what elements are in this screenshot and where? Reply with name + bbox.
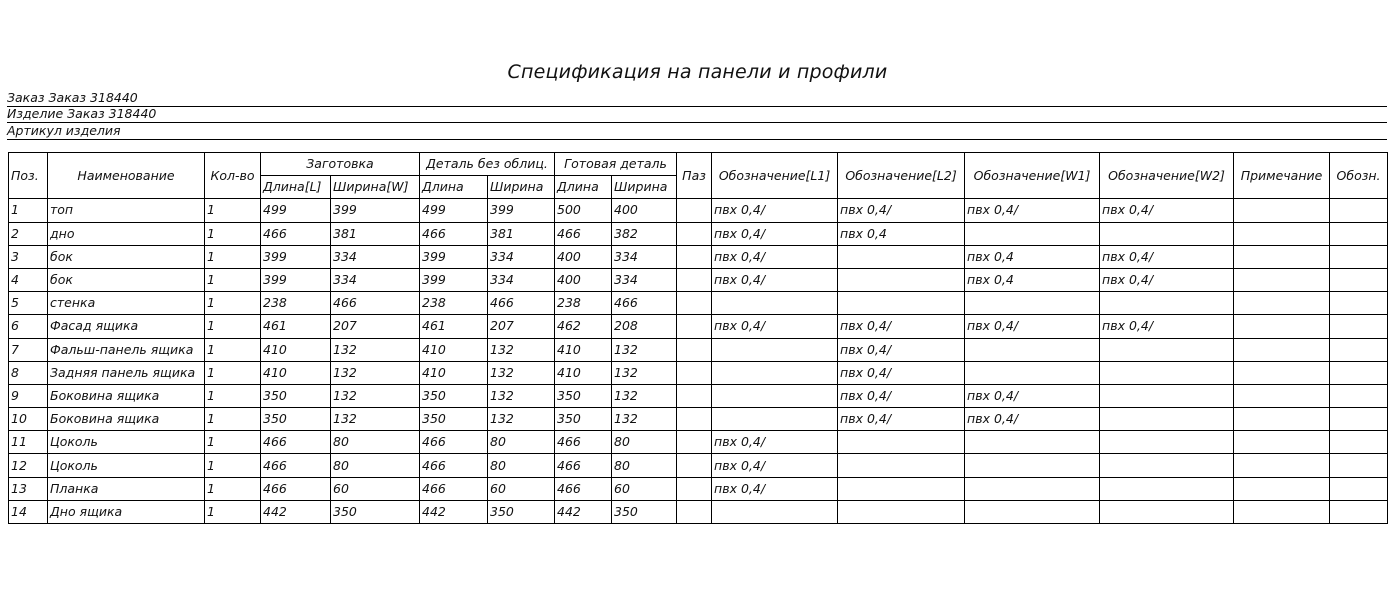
cell-edge-w1: пвх 0,4/ — [965, 384, 1100, 407]
cell-name: Задняя панель ящика — [48, 361, 205, 384]
header-qty: Кол-во — [205, 153, 261, 199]
table-row — [9, 431, 1388, 454]
cell-pos: 12 — [9, 454, 48, 477]
cell-edge-l1: пвх 0,4/ — [712, 315, 838, 338]
spec-table — [8, 152, 1388, 524]
cell-detail-length: 410 — [420, 361, 488, 384]
cell-designation — [1330, 268, 1388, 291]
cell-designation — [1330, 245, 1388, 268]
cell-note — [1234, 500, 1330, 523]
cell-edge-l1: пвх 0,4/ — [712, 199, 838, 222]
header-detail-width: Ширина — [488, 176, 555, 199]
cell-finished-length: 466 — [555, 222, 612, 245]
cell-edge-w2 — [1100, 292, 1234, 315]
cell-qty: 1 — [205, 199, 261, 222]
cell-blank-width: 334 — [331, 245, 420, 268]
cell-detail-length: 499 — [420, 199, 488, 222]
table-row — [9, 222, 1388, 245]
meta-order — [7, 90, 1387, 107]
cell-detail-length: 350 — [420, 408, 488, 431]
cell-edge-l2: пвх 0,4/ — [838, 384, 965, 407]
cell-note — [1234, 338, 1330, 361]
header-edge-l1: Обозначение[L1] — [712, 153, 838, 199]
header-edge-w1: Обозначение[W1] — [965, 153, 1100, 199]
cell-blank-length: 466 — [261, 454, 331, 477]
header-edge-w2: Обозначение[W2] — [1100, 153, 1234, 199]
cell-paz — [677, 431, 712, 454]
cell-pos: 14 — [9, 500, 48, 523]
cell-finished-width: 132 — [612, 408, 677, 431]
cell-detail-width: 207 — [488, 315, 555, 338]
meta-article — [7, 123, 1387, 140]
cell-designation — [1330, 222, 1388, 245]
cell-pos: 2 — [9, 222, 48, 245]
cell-paz — [677, 315, 712, 338]
cell-blank-width: 334 — [331, 268, 420, 291]
cell-edge-l1: пвх 0,4/ — [712, 431, 838, 454]
cell-name: Боковина ящика — [48, 384, 205, 407]
cell-blank-length: 466 — [261, 477, 331, 500]
cell-blank-length: 466 — [261, 222, 331, 245]
cell-edge-w1 — [965, 361, 1100, 384]
cell-paz — [677, 454, 712, 477]
cell-note — [1234, 408, 1330, 431]
cell-finished-width: 208 — [612, 315, 677, 338]
cell-detail-length: 466 — [420, 222, 488, 245]
cell-blank-length: 466 — [261, 431, 331, 454]
header-finished-length: Длина — [555, 176, 612, 199]
cell-qty: 1 — [205, 292, 261, 315]
cell-qty: 1 — [205, 454, 261, 477]
cell-finished-width: 132 — [612, 384, 677, 407]
cell-finished-width: 334 — [612, 245, 677, 268]
cell-edge-l1: пвх 0,4/ — [712, 222, 838, 245]
cell-edge-w2: пвх 0,4/ — [1100, 199, 1234, 222]
cell-edge-w2: пвх 0,4/ — [1100, 245, 1234, 268]
cell-blank-length: 399 — [261, 245, 331, 268]
table-row — [9, 408, 1388, 431]
cell-detail-length: 238 — [420, 292, 488, 315]
cell-finished-length: 442 — [555, 500, 612, 523]
cell-finished-length: 466 — [555, 431, 612, 454]
cell-designation — [1330, 199, 1388, 222]
cell-qty: 1 — [205, 245, 261, 268]
cell-finished-length: 238 — [555, 292, 612, 315]
header-blank-length: Длина[L] — [261, 176, 331, 199]
cell-edge-l2: пвх 0,4/ — [838, 338, 965, 361]
cell-detail-width: 334 — [488, 245, 555, 268]
cell-qty: 1 — [205, 315, 261, 338]
cell-paz — [677, 222, 712, 245]
cell-edge-l1 — [712, 384, 838, 407]
header-edge-l2: Обозначение[L2] — [838, 153, 965, 199]
cell-note — [1234, 222, 1330, 245]
cell-note — [1234, 454, 1330, 477]
cell-detail-width: 132 — [488, 361, 555, 384]
cell-note — [1234, 384, 1330, 407]
cell-name: стенка — [48, 292, 205, 315]
cell-edge-l2: пвх 0,4/ — [838, 315, 965, 338]
cell-blank-width: 399 — [331, 199, 420, 222]
cell-edge-w1: пвх 0,4/ — [965, 199, 1100, 222]
cell-paz — [677, 199, 712, 222]
meta-article-label: Артикул изделия — [7, 123, 121, 138]
cell-qty: 1 — [205, 408, 261, 431]
cell-edge-l1: пвх 0,4/ — [712, 477, 838, 500]
cell-edge-w1: пвх 0,4 — [965, 245, 1100, 268]
cell-note — [1234, 199, 1330, 222]
cell-edge-w2 — [1100, 338, 1234, 361]
cell-blank-width: 350 — [331, 500, 420, 523]
table-row — [9, 315, 1388, 338]
cell-edge-w1: пвх 0,4/ — [965, 408, 1100, 431]
cell-edge-l1 — [712, 408, 838, 431]
cell-edge-l2 — [838, 268, 965, 291]
meta-order-label: Заказ — [7, 90, 45, 105]
document-title: Спецификация на панели и профили — [507, 61, 888, 83]
cell-detail-length: 442 — [420, 500, 488, 523]
cell-paz — [677, 408, 712, 431]
cell-blank-width: 132 — [331, 361, 420, 384]
cell-paz — [677, 338, 712, 361]
cell-edge-l1 — [712, 338, 838, 361]
cell-pos: 13 — [9, 477, 48, 500]
cell-pos: 6 — [9, 315, 48, 338]
meta-product-value: Заказ 318440 — [67, 106, 157, 121]
cell-finished-width: 132 — [612, 338, 677, 361]
cell-edge-l2: пвх 0,4/ — [838, 199, 965, 222]
cell-paz — [677, 477, 712, 500]
cell-paz — [677, 500, 712, 523]
table-row — [9, 384, 1388, 407]
cell-blank-width: 132 — [331, 408, 420, 431]
cell-qty: 1 — [205, 500, 261, 523]
cell-detail-width: 80 — [488, 454, 555, 477]
table-row — [9, 245, 1388, 268]
cell-finished-length: 400 — [555, 268, 612, 291]
cell-qty: 1 — [205, 361, 261, 384]
cell-designation — [1330, 384, 1388, 407]
cell-blank-length: 499 — [261, 199, 331, 222]
cell-detail-length: 399 — [420, 268, 488, 291]
cell-edge-w1 — [965, 338, 1100, 361]
cell-name: Фальш-панель ящика — [48, 338, 205, 361]
meta-product — [7, 106, 1387, 123]
cell-finished-length: 466 — [555, 454, 612, 477]
header-blank-width: Ширина[W] — [331, 176, 420, 199]
table-row — [9, 199, 1388, 222]
cell-qty: 1 — [205, 431, 261, 454]
cell-blank-width: 132 — [331, 384, 420, 407]
cell-blank-length: 410 — [261, 338, 331, 361]
cell-blank-width: 60 — [331, 477, 420, 500]
cell-finished-length: 410 — [555, 361, 612, 384]
cell-edge-w2 — [1100, 500, 1234, 523]
cell-pos: 8 — [9, 361, 48, 384]
cell-edge-l1: пвх 0,4/ — [712, 454, 838, 477]
cell-edge-l1: пвх 0,4/ — [712, 268, 838, 291]
spec-table-body — [9, 199, 1388, 524]
cell-note — [1234, 292, 1330, 315]
meta-order-value: Заказ 318440 — [48, 90, 138, 105]
cell-edge-l2: пвх 0,4/ — [838, 408, 965, 431]
cell-name: бок — [48, 268, 205, 291]
cell-blank-length: 442 — [261, 500, 331, 523]
cell-detail-length: 461 — [420, 315, 488, 338]
cell-detail-width: 80 — [488, 431, 555, 454]
cell-note — [1234, 431, 1330, 454]
cell-qty: 1 — [205, 338, 261, 361]
cell-edge-l2 — [838, 454, 965, 477]
cell-paz — [677, 292, 712, 315]
cell-edge-w2: пвх 0,4/ — [1100, 268, 1234, 291]
cell-edge-w1 — [965, 222, 1100, 245]
cell-detail-length: 466 — [420, 431, 488, 454]
cell-name: Цоколь — [48, 454, 205, 477]
cell-edge-w2 — [1100, 408, 1234, 431]
cell-qty: 1 — [205, 222, 261, 245]
header-designation: Обозн. — [1330, 153, 1388, 199]
cell-edge-w1 — [965, 477, 1100, 500]
cell-blank-width: 381 — [331, 222, 420, 245]
cell-finished-length: 350 — [555, 384, 612, 407]
table-row — [9, 454, 1388, 477]
table-row — [9, 500, 1388, 523]
cell-name: Дно ящика — [48, 500, 205, 523]
cell-pos: 5 — [9, 292, 48, 315]
cell-blank-length: 350 — [261, 384, 331, 407]
cell-blank-length: 461 — [261, 315, 331, 338]
cell-designation — [1330, 431, 1388, 454]
cell-edge-l2 — [838, 477, 965, 500]
cell-name: Планка — [48, 477, 205, 500]
cell-edge-l2 — [838, 431, 965, 454]
cell-edge-l1 — [712, 500, 838, 523]
cell-qty: 1 — [205, 268, 261, 291]
cell-detail-width: 60 — [488, 477, 555, 500]
cell-finished-width: 80 — [612, 454, 677, 477]
cell-blank-width: 80 — [331, 454, 420, 477]
cell-detail-length: 399 — [420, 245, 488, 268]
table-row — [9, 477, 1388, 500]
cell-finished-width: 466 — [612, 292, 677, 315]
header-detail-length: Длина — [420, 176, 488, 199]
cell-pos: 1 — [9, 199, 48, 222]
cell-note — [1234, 268, 1330, 291]
header-note: Примечание — [1234, 153, 1330, 199]
cell-detail-width: 399 — [488, 199, 555, 222]
cell-note — [1234, 477, 1330, 500]
cell-edge-w2 — [1100, 454, 1234, 477]
cell-designation — [1330, 477, 1388, 500]
cell-paz — [677, 245, 712, 268]
cell-edge-w1 — [965, 500, 1100, 523]
cell-finished-width: 350 — [612, 500, 677, 523]
cell-detail-length: 466 — [420, 454, 488, 477]
cell-pos: 9 — [9, 384, 48, 407]
cell-edge-w1: пвх 0,4/ — [965, 315, 1100, 338]
cell-finished-width: 382 — [612, 222, 677, 245]
cell-finished-length: 410 — [555, 338, 612, 361]
cell-blank-length: 399 — [261, 268, 331, 291]
cell-edge-w2 — [1100, 431, 1234, 454]
cell-finished-width: 334 — [612, 268, 677, 291]
cell-designation — [1330, 454, 1388, 477]
cell-detail-length: 410 — [420, 338, 488, 361]
cell-finished-length: 500 — [555, 199, 612, 222]
cell-finished-length: 350 — [555, 408, 612, 431]
cell-finished-length: 400 — [555, 245, 612, 268]
table-row — [9, 338, 1388, 361]
cell-edge-l1 — [712, 361, 838, 384]
cell-name: Фасад ящика — [48, 315, 205, 338]
table-row — [9, 292, 1388, 315]
cell-finished-width: 400 — [612, 199, 677, 222]
cell-note — [1234, 361, 1330, 384]
cell-edge-l2 — [838, 292, 965, 315]
cell-edge-w1: пвх 0,4 — [965, 268, 1100, 291]
cell-pos: 7 — [9, 338, 48, 361]
cell-edge-w1 — [965, 431, 1100, 454]
cell-designation — [1330, 338, 1388, 361]
cell-name: топ — [48, 199, 205, 222]
cell-detail-width: 350 — [488, 500, 555, 523]
cell-pos: 10 — [9, 408, 48, 431]
cell-finished-width: 80 — [612, 431, 677, 454]
header-paz: Паз — [677, 153, 712, 199]
cell-name: Цоколь — [48, 431, 205, 454]
cell-name: бок — [48, 245, 205, 268]
cell-edge-w2: пвх 0,4/ — [1100, 315, 1234, 338]
cell-edge-w2 — [1100, 361, 1234, 384]
cell-designation — [1330, 500, 1388, 523]
cell-pos: 4 — [9, 268, 48, 291]
cell-designation — [1330, 408, 1388, 431]
cell-edge-l2: пвх 0,4/ — [838, 361, 965, 384]
cell-blank-length: 238 — [261, 292, 331, 315]
cell-paz — [677, 361, 712, 384]
cell-edge-w2 — [1100, 384, 1234, 407]
header-finished-group: Готовая деталь — [555, 153, 677, 176]
header-name: Наименование — [48, 153, 205, 199]
header-finished-width: Ширина — [612, 176, 677, 199]
cell-blank-width: 466 — [331, 292, 420, 315]
table-row — [9, 361, 1388, 384]
cell-pos: 11 — [9, 431, 48, 454]
cell-blank-length: 350 — [261, 408, 331, 431]
cell-note — [1234, 245, 1330, 268]
cell-designation — [1330, 315, 1388, 338]
header-blank-group: Заготовка — [261, 153, 420, 176]
cell-blank-length: 410 — [261, 361, 331, 384]
cell-name: Боковина ящика — [48, 408, 205, 431]
cell-edge-l1: пвх 0,4/ — [712, 245, 838, 268]
cell-detail-width: 466 — [488, 292, 555, 315]
meta-product-label: Изделие — [7, 106, 64, 121]
cell-pos: 3 — [9, 245, 48, 268]
cell-paz — [677, 268, 712, 291]
cell-designation — [1330, 361, 1388, 384]
cell-edge-l1 — [712, 292, 838, 315]
cell-edge-w1 — [965, 454, 1100, 477]
cell-edge-l2 — [838, 500, 965, 523]
cell-finished-width: 132 — [612, 361, 677, 384]
cell-designation — [1330, 292, 1388, 315]
table-row — [9, 268, 1388, 291]
header-detail-group: Деталь без облиц. — [420, 153, 555, 176]
cell-finished-length: 462 — [555, 315, 612, 338]
cell-detail-length: 466 — [420, 477, 488, 500]
cell-detail-width: 381 — [488, 222, 555, 245]
cell-finished-length: 466 — [555, 477, 612, 500]
cell-qty: 1 — [205, 477, 261, 500]
cell-edge-w2 — [1100, 477, 1234, 500]
cell-name: дно — [48, 222, 205, 245]
cell-edge-l2: пвх 0,4 — [838, 222, 965, 245]
cell-detail-width: 132 — [488, 384, 555, 407]
cell-note — [1234, 315, 1330, 338]
cell-blank-width: 132 — [331, 338, 420, 361]
cell-finished-width: 60 — [612, 477, 677, 500]
cell-edge-l2 — [838, 245, 965, 268]
cell-edge-w2 — [1100, 222, 1234, 245]
cell-blank-width: 207 — [331, 315, 420, 338]
cell-paz — [677, 384, 712, 407]
cell-edge-w1 — [965, 292, 1100, 315]
cell-detail-width: 132 — [488, 338, 555, 361]
cell-detail-width: 334 — [488, 268, 555, 291]
cell-detail-width: 132 — [488, 408, 555, 431]
header-pos: Поз. — [9, 153, 48, 199]
cell-detail-length: 350 — [420, 384, 488, 407]
cell-blank-width: 80 — [331, 431, 420, 454]
cell-qty: 1 — [205, 384, 261, 407]
